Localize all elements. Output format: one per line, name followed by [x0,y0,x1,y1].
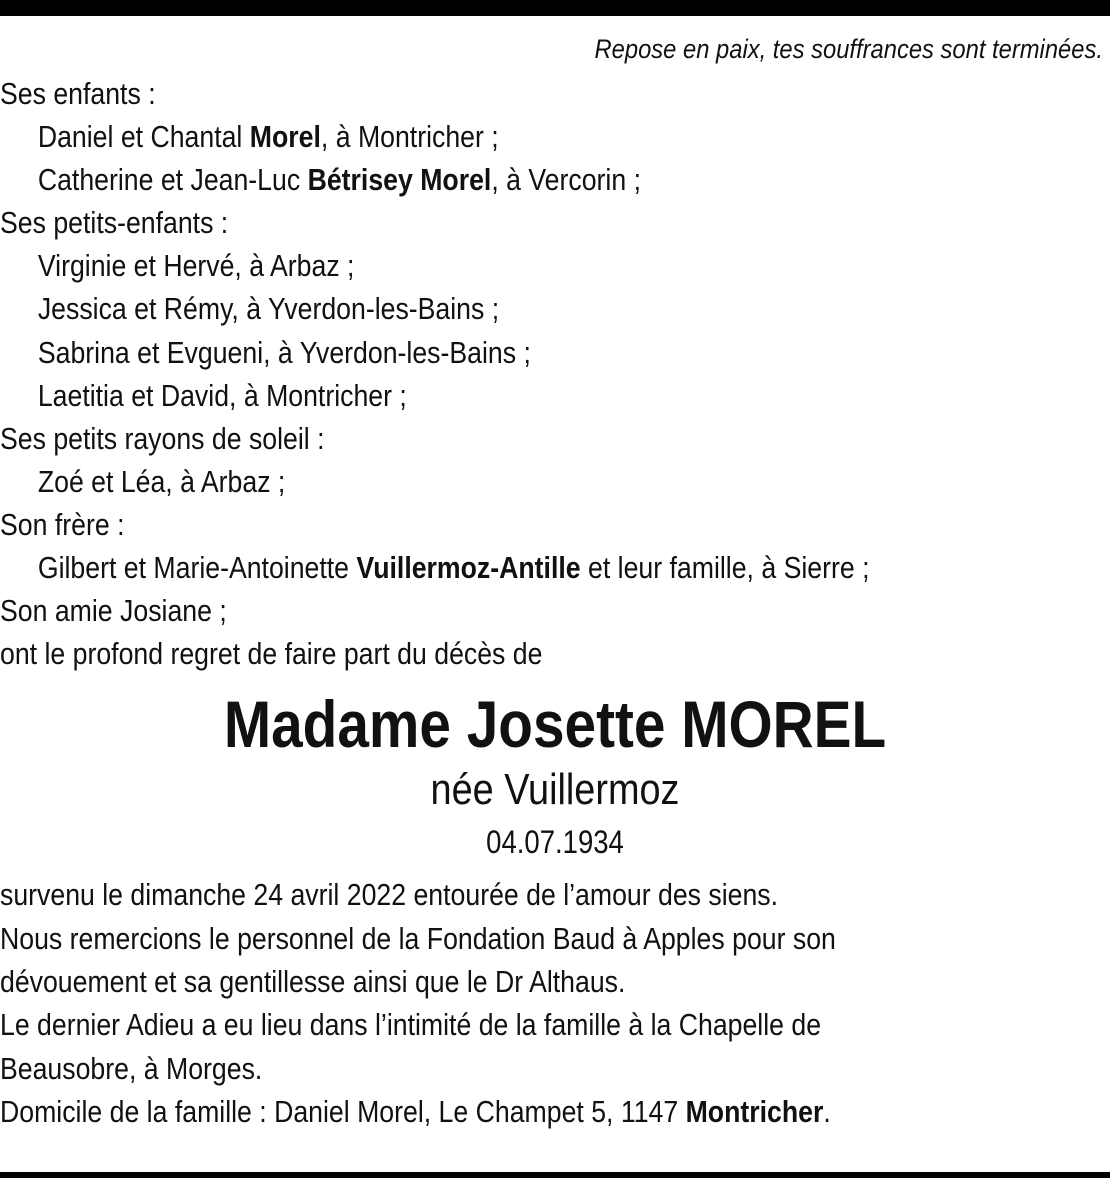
birth-date: 04.07.1934 [486,824,624,861]
obituary-notice [0,28,1110,1133]
domicile-line [0,1090,955,1133]
brother-names: Gilbert et Marie-Antoinette [37,550,350,586]
death-line: survenu le dimanche 24 avril 2022 entourée de l’amour des siens. [0,877,779,913]
friend-entry: Son amie Josiane ; [0,593,227,629]
deceased-block [0,685,1110,867]
epigraph: Repose en paix, tes souffrances sont terminées. [594,34,1103,64]
brother-surname: Vuillermoz-Antille [356,550,581,586]
child-place: , à Vercorin ; [491,162,641,198]
grandchildren-heading: Ses petits-enfants : [0,205,229,241]
child-surname: Morel [249,119,321,155]
bottom-rule [0,1172,1110,1178]
child-entry [0,158,955,201]
brother-place: et leur famille, à Sierre ; [588,550,870,586]
domicile-suffix: . [823,1093,831,1129]
grandchild-entry: Virginie et Hervé, à Arbaz ; [37,248,355,284]
child-surname: Bétrisey Morel [307,162,492,198]
thanks-line: Nous remercions le personnel de la Fondation Baud à Apples pour son [0,920,836,956]
grandchild-entry: Jessica et Rémy, à Yverdon-les-Bains ; [37,291,500,327]
grandchild-entry: Laetitia et David, à Montricher ; [37,377,407,413]
child-entry [0,115,955,158]
children-heading: Ses enfants : [0,76,156,111]
thanks-line: dévouement et sa gentillesse ainsi que le Dr Althaus. [0,963,626,999]
great-grandchildren-heading: Ses petits rayons de soleil : [0,420,325,456]
farewell-line: Le dernier Adieu a eu lieu dans l’intimité de la famille à la Chapelle de [0,1007,822,1043]
top-rule [0,0,1110,16]
grandchild-entry: Sabrina et Evgueni, à Yverdon-les-Bains ; [37,334,531,370]
brother-heading: Son frère : [0,506,125,542]
domicile-prefix: Domicile de la famille : Daniel Morel, Le Champet 5, 1147 [0,1093,679,1129]
child-place: , à Montricher ; [320,119,499,155]
brother-entry [0,546,955,589]
great-grandchild-entry: Zoé et Léa, à Arbaz ; [37,463,286,499]
announcement-line: ont le profond regret de faire part du décès de [0,636,543,672]
notice-body [0,873,1110,1133]
farewell-line: Beausobre, à Morges. [0,1050,263,1086]
domicile-town: Montricher [685,1093,824,1129]
deceased-name: Madame Josette MOREL [223,687,887,762]
maiden-name: née Vuillermoz [430,765,680,815]
child-names: Catherine et Jean-Luc [37,162,301,198]
child-names: Daniel et Chantal [37,119,243,155]
